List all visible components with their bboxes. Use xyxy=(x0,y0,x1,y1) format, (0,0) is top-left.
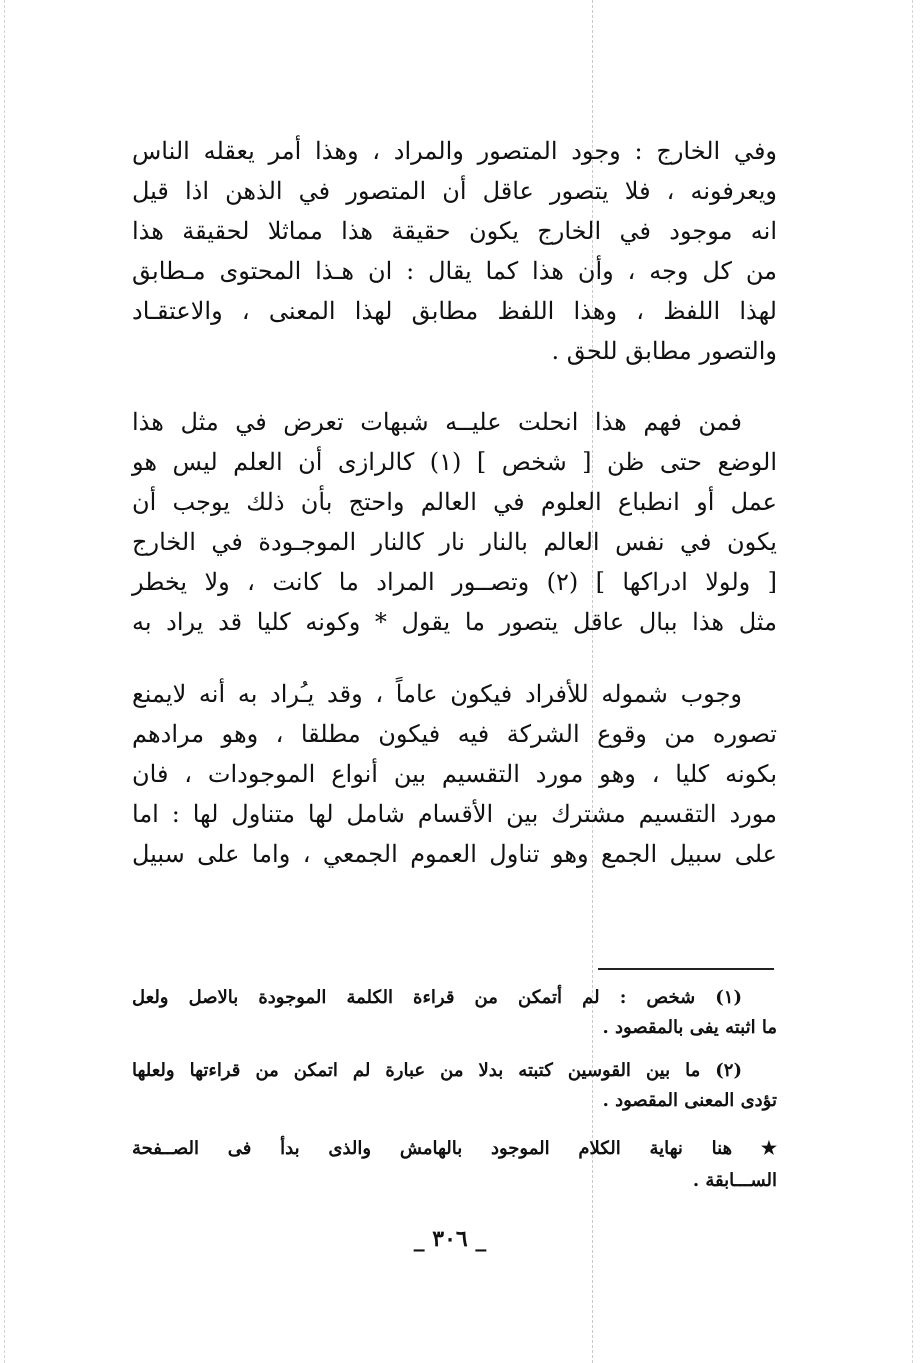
paragraph-1-line-5: لهذا اللفظ ، وهذا اللفظ مطابق لهذا المعنى ، والاعتقـاد xyxy=(132,297,777,325)
scan-edge-right xyxy=(912,0,913,1363)
paragraph-3-line-5: على سبيل الجمع وهو تناول العموم الجمعي ، واما على سبيل xyxy=(132,840,777,868)
paragraph-2-line-3: عمل أو انطباع العلوم في العالم واحتج بأن ذلك يوجب أن xyxy=(132,488,777,516)
paragraph-3-line-3: بكونه كليا ، وهو مورد التقسيم بين أنواع الموجودات ، فان xyxy=(132,760,777,788)
footnote-separator xyxy=(598,968,774,970)
paragraph-1-line-1: وفي الخارج : وجود المتصور والمراد ، وهذا أمر يعقله الناس xyxy=(132,137,777,165)
footnote-3-line-2: الســـابقة . xyxy=(692,1170,777,1191)
scan-edge-left xyxy=(4,0,5,1363)
footnote-2-line-1: (٢) ما بين القوسين كتبته بدلا من عبارة لم اتمكن من قراءتها ولعلها xyxy=(132,1060,742,1081)
paragraph-3-line-2: تصوره من وقوع الشركة فيه فيكون مطلقا ، وهو مرادهم xyxy=(132,720,777,748)
paragraph-2-line-6: مثل هذا ببال عاقل يتصور ما يقول * وكونه كليا قد يراد به xyxy=(132,608,777,636)
paragraph-1-line-4: من كل وجه ، وأن هذا كما يقال : ان هـذا المحتوى مـطابق xyxy=(132,257,777,285)
footnote-3-line-1: ★ هنا نهاية الكلام الموجود بالهامش والذى بدأ فى الصــفحة xyxy=(132,1138,777,1159)
paragraph-2-line-4: يكون في نفس العالم بالنار نار كالنار الموجـودة في الخارج xyxy=(132,528,777,556)
footnote-2-line-2: تؤدى المعنى المقصود . xyxy=(602,1090,777,1111)
footnote-1-line-1: (١) شخص : لم أتمكن من قراءة الكلمة الموجودة بالاصل ولعل xyxy=(132,987,742,1008)
paragraph-2-line-2: الوضع حتى ظن [ شخص ] (١) كالرازى أن العلم ليس هو xyxy=(132,448,777,476)
paragraph-3-line-1: وجوب شموله للأفراد فيكون عاماً ، وقد يـُراد به أنه لايمنع xyxy=(132,680,742,708)
page-number: _ ٣٠٦ _ xyxy=(413,1226,487,1252)
paragraph-2-line-5: [ ولولا ادراكها ] (٢) وتصــور المراد ما كانت ، ولا يخطر xyxy=(132,568,777,596)
paragraph-1-line-2: ويعرفونه ، فلا يتصور عاقل أن المتصور في الذهن اذا قيل xyxy=(132,177,777,205)
paragraph-1-line-6: والتصور مطابق للحق . xyxy=(551,337,777,365)
paragraph-2-line-1: فمن فهم هذا انحلت عليــه شبهات تعرض في مثل هذا xyxy=(132,408,742,436)
footnote-1-line-2: ما اثبته يفى بالمقصود . xyxy=(602,1017,777,1038)
paragraph-1-line-3: انه موجود في الخارج يكون حقيقة هذا مماثلا لحقيقة هذا xyxy=(132,217,777,245)
paragraph-3-line-4: مورد التقسيم مشترك بين الأقسام شامل لها متناول لها : اما xyxy=(132,800,777,828)
